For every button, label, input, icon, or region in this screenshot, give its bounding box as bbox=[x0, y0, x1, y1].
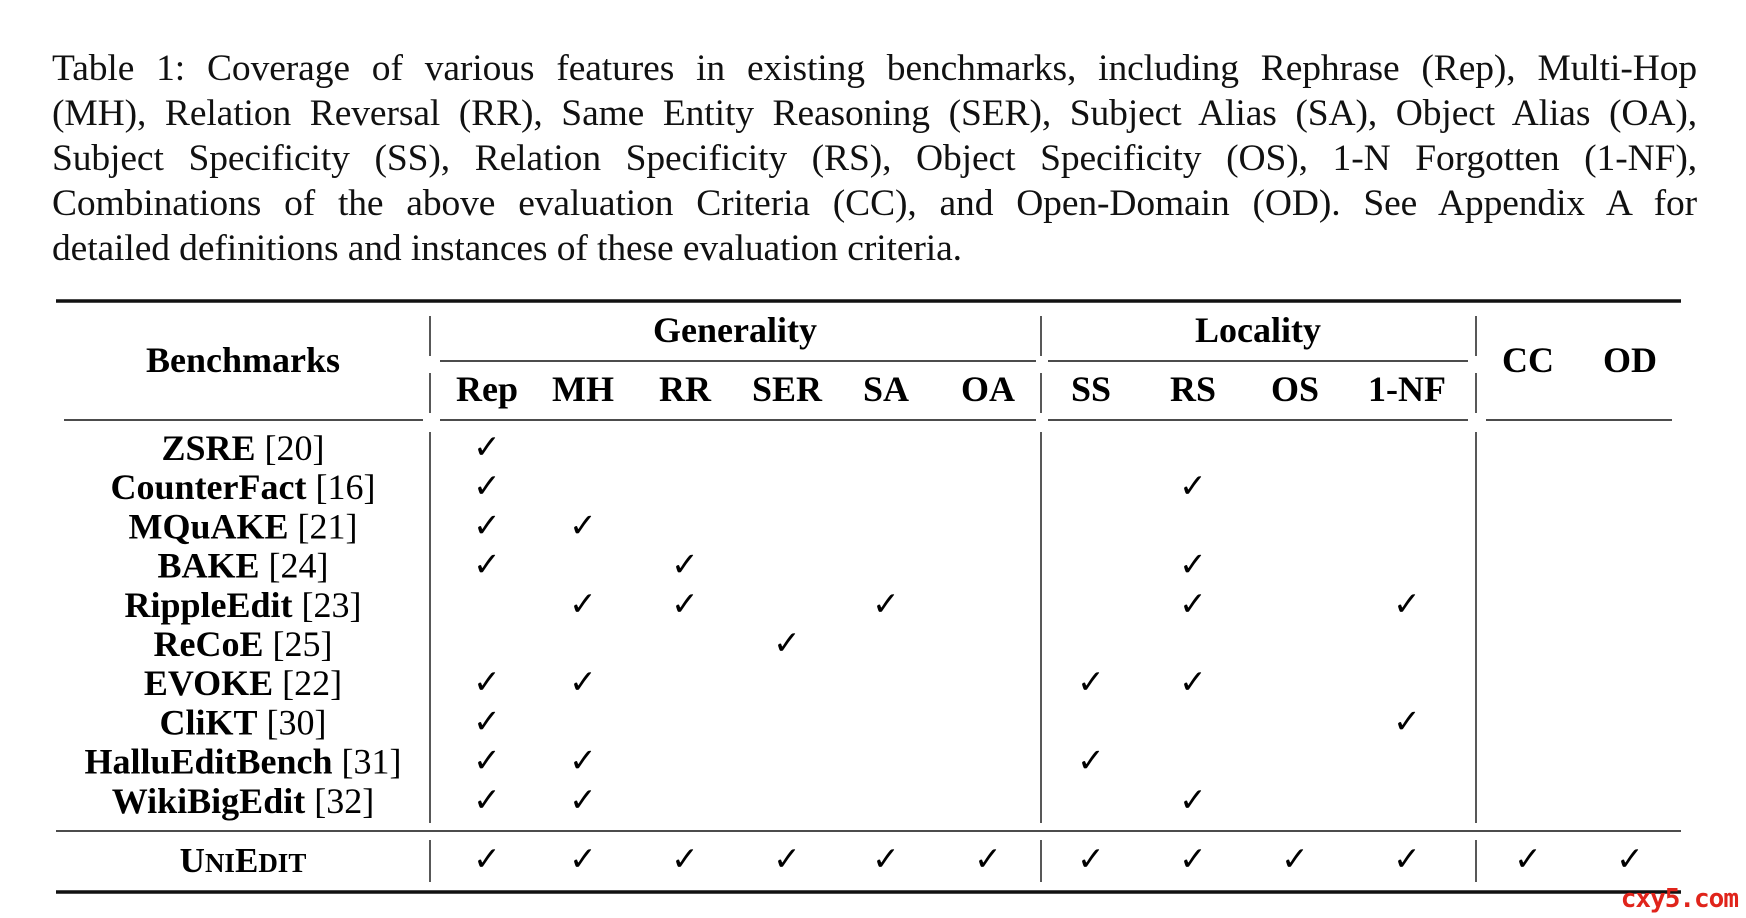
check-icon: ✓ bbox=[1393, 583, 1421, 623]
check-icon: ✓ bbox=[1281, 839, 1309, 878]
column-header-ser: SER bbox=[751, 369, 823, 409]
check-icon: ✓ bbox=[473, 662, 501, 702]
check-icon: ✓ bbox=[1179, 466, 1207, 506]
check-icon: ✓ bbox=[1616, 839, 1644, 878]
column-header-os: OS bbox=[1270, 369, 1320, 409]
check-icon: ✓ bbox=[1179, 583, 1207, 623]
table-row bbox=[84, 741, 1104, 782]
check-icon: ✓ bbox=[872, 839, 900, 878]
table-row bbox=[129, 505, 597, 546]
header-cc: CC bbox=[1502, 340, 1554, 380]
uniedit-name: UNIEDIT bbox=[179, 841, 307, 880]
column-header-mh: MH bbox=[552, 369, 614, 409]
check-icon: ✓ bbox=[473, 466, 501, 506]
check-icon: ✓ bbox=[473, 544, 501, 584]
benchmark-name: WikiBigEdit [32] bbox=[111, 780, 375, 821]
check-icon: ✓ bbox=[569, 505, 597, 545]
check-icon: ✓ bbox=[671, 583, 699, 623]
column-header-1-nf: 1-NF bbox=[1368, 369, 1446, 409]
benchmark-name: HalluEditBench [31] bbox=[84, 741, 402, 782]
check-icon: ✓ bbox=[569, 740, 597, 780]
table-row bbox=[124, 584, 1420, 625]
check-icon: ✓ bbox=[1179, 779, 1207, 819]
caption-line: (MH), Relation Reversal (RR), Same Entity Reasoning (SER), Subject Alias (SA), Object Alias (OA), bbox=[52, 93, 1697, 134]
benchmark-name: RippleEdit [23] bbox=[124, 584, 362, 625]
column-header-oa: OA bbox=[961, 369, 1015, 409]
check-icon: ✓ bbox=[1393, 839, 1421, 878]
check-icon: ✓ bbox=[569, 779, 597, 819]
watermark: cxy5.com bbox=[1620, 884, 1738, 914]
header-od: OD bbox=[1603, 340, 1657, 380]
benchmark-name: MQuAKE [21] bbox=[128, 506, 358, 547]
table-row bbox=[111, 466, 1207, 507]
benchmark-name: BAKE [24] bbox=[157, 545, 329, 586]
check-icon: ✓ bbox=[473, 779, 501, 819]
table-row bbox=[160, 701, 1421, 742]
table-row bbox=[161, 427, 500, 468]
check-icon: ✓ bbox=[671, 839, 699, 878]
header-benchmarks: Benchmarks bbox=[145, 340, 341, 380]
column-headers bbox=[456, 369, 1446, 409]
column-header-rep: Rep bbox=[456, 369, 518, 409]
table-row bbox=[144, 662, 1207, 703]
check-icon: ✓ bbox=[473, 427, 501, 466]
benchmark-name: CliKT [30] bbox=[159, 702, 327, 743]
header-generality: Generality bbox=[653, 310, 817, 350]
check-icon: ✓ bbox=[1179, 839, 1207, 878]
caption-line: Subject Specificity (SS), Relation Specificity (RS), Object Specificity (OS), 1-N Forgotten (1-NF), bbox=[52, 138, 1697, 179]
table-row bbox=[154, 623, 801, 664]
check-icon: ✓ bbox=[569, 839, 597, 878]
check-icon: ✓ bbox=[1514, 839, 1542, 878]
column-header-sa: SA bbox=[862, 369, 910, 409]
check-icon: ✓ bbox=[872, 583, 900, 623]
table-row bbox=[112, 780, 1207, 821]
check-icon: ✓ bbox=[1077, 662, 1105, 702]
check-icon: ✓ bbox=[1179, 544, 1207, 584]
caption-line: Table 1: Coverage of various features in existing benchmarks, including Rephrase (Rep), Multi-Hop bbox=[52, 48, 1697, 89]
check-icon: ✓ bbox=[473, 505, 501, 545]
final-row bbox=[180, 839, 1644, 880]
check-icon: ✓ bbox=[473, 701, 501, 741]
benchmark-name: ReCoE [25] bbox=[153, 624, 333, 664]
table-row bbox=[157, 545, 1206, 586]
column-header-rs: RS bbox=[1169, 369, 1217, 409]
check-icon: ✓ bbox=[1393, 701, 1421, 741]
caption-line: Combinations of the above evaluation Criteria (CC), and Open-Domain (OD). See Appendix A for bbox=[52, 183, 1697, 224]
column-header-rr: RR bbox=[659, 369, 711, 409]
check-icon: ✓ bbox=[569, 583, 597, 623]
benchmark-name: ZSRE [20] bbox=[161, 428, 325, 468]
benchmark-name: CounterFact [16] bbox=[110, 467, 376, 508]
check-icon: ✓ bbox=[1077, 740, 1105, 780]
check-icon: ✓ bbox=[473, 740, 501, 780]
check-icon: ✓ bbox=[671, 544, 699, 584]
check-icon: ✓ bbox=[773, 839, 801, 878]
caption-line: detailed definitions and instances of these evaluation criteria. bbox=[52, 228, 962, 269]
check-icon: ✓ bbox=[974, 839, 1002, 878]
check-icon: ✓ bbox=[1077, 839, 1105, 878]
check-icon: ✓ bbox=[473, 839, 501, 878]
check-icon: ✓ bbox=[1179, 662, 1207, 702]
check-icon: ✓ bbox=[773, 623, 801, 662]
column-header-ss: SS bbox=[1070, 369, 1112, 409]
check-icon: ✓ bbox=[569, 662, 597, 702]
benchmark-name: EVOKE [22] bbox=[143, 663, 343, 704]
header-locality: Locality bbox=[1195, 310, 1321, 350]
table-body bbox=[84, 427, 1420, 821]
